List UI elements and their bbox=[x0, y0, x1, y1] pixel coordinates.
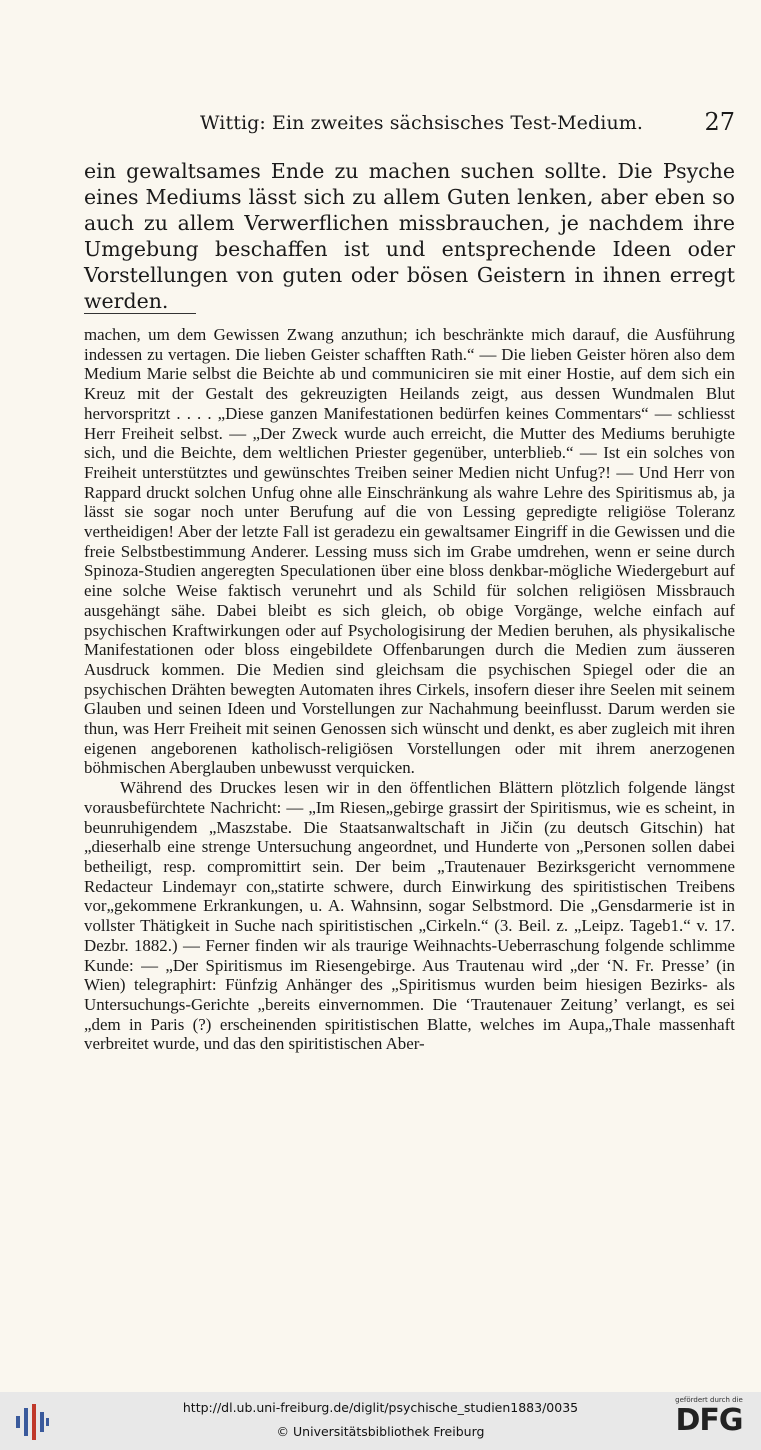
running-title: Wittig: Ein zweites sächsisches Test-Medium. bbox=[200, 112, 644, 134]
page-number: 27 bbox=[704, 108, 735, 136]
page-header bbox=[80, 108, 735, 142]
funding-caption: gefördert durch die bbox=[675, 1396, 743, 1404]
footnote-paragraph-1: machen, um dem Gewissen Zwang anzuthun; ich beschränkte mich darauf, die Ausführung indessen zu vertagen. Die lieben Geister schafften Rath.“ — Die lieben Geister hören also dem Medium Marie selbst die Beichte ab und communiciren sie mit einer Hostie, auf dem sich ein Kreuz mit der Gestalt des gekreuzigten Heilands zeigt, aus dessen Wundmalen Blut hervorspritzt . . . . „Diese ganzen Manifestationen bedürfen keines Commentars“ — schliesst Herr Freiheit selbst. — „Der Zweck wurde auch erreicht, die Mutter des Mediums beruhigte sich, und die Beichte, dem weltlichen Priester gegenüber, unterblieb.“ — Ist ein solches von Freiheit unterstütztes und gewünschtes Treiben seiner Medien nicht Unfug?! — Und Herr von Rappard druckt solchen Unfug ohne alle Einschränkung als wahre Lehre des Spiritismus ab, ja lässt sie sogar noch unter Berufung auf die von Lessing gepredigte religiöse Toleranz vertheidigen! Aber der letzte Fall ist geradezu ein gewaltsamer Eingriff in die Gewissen und die freie Selbstbestimmung Anderer. Lessing muss sich im Grabe umdrehen, wenn er seine durch Spinoza-Studien angeregten Speculationen über eine bloss denkbar-mögliche Wiedergeburt auf eine solche Weise faktisch verunehrt und als Schild für solchen religiösen Missbrauch ausgehängt sähe. Dabei bleibt es sich gleich, ob obige Vorgänge, welche einfach auf psychischen Kraftwirkungen oder auf Psychologisirung der Medien beruhen, als physikalische Manifestationen oder bloss eingebildete Offenbarungen durch die Medien zum äusseren Ausdruck kommen. Die Medien sind gleichsam die psychischen Spiegel oder die an psychischen Drähten bewegten Automaten ihres Cirkels, insofern dieser ihre Seelen mit seinem Glauben und seinen Ideen und Vorstellungen zur Nachahmung beeinflusst. Darum werden sie thun, was Herr Freiheit mit seinen Genossen sich wünscht und denkt, es aber zugleich mit ihren eigenen angeborenen katholisch-religiösen Vorstellungen oder mit ihrem anerzogenen böhmischen Aberglauben unbewusst verquicken. bbox=[84, 325, 735, 778]
main-paragraph: ein gewaltsames Ende zu machen suchen sollte. Die Psyche eines Mediums lässt sich zu allem Guten lenken, aber eben so auch zu allem Verwerflichen missbrauchen, je nachdem ihre Umgebung beschaffen ist und entsprechende Ideen oder Vorstellungen von guten oder bösen Geistern in ihnen erregt werden. bbox=[84, 159, 735, 313]
dfg-logo: DFG bbox=[675, 1403, 743, 1438]
main-text-block bbox=[84, 158, 735, 314]
viewer-footer bbox=[0, 1392, 761, 1450]
funding-badge bbox=[667, 1396, 751, 1448]
footnote-separator bbox=[84, 313, 196, 314]
copyright-notice: © Universitätsbibliothek Freiburg bbox=[276, 1424, 485, 1439]
footnote-block bbox=[84, 325, 735, 1054]
source-url[interactable]: http://dl.ub.uni-freiburg.de/diglit/psychische_studien1883/0035 bbox=[182, 1400, 579, 1415]
footnote-paragraph-2: Während des Druckes lesen wir in den öffentlichen Blättern plötzlich folgende längst vorausbefürchtete Nachricht: — „Im Riesen„gebirge grassirt der Spiritismus, wie es scheint, in beunruhigendem „Maszstabe. Die Staatsanwaltschaft in Jičin (zu deutsch Gitschin) hat „dieserhalb eine strenge Untersuchung angeordnet, und Hunderte von „Personen sollen dabei betheiligt, resp. compromittirt sein. Der beim „Trautenauer Bezirksgericht vernommene Redacteur Lindemayr con„statirte schwere, durch Einwirkung des spiritistischen Treibens vor„gekommene Erkrankungen, u. A. Wahnsinn, sogar Selbstmord. Die „Gensdarmerie ist in vollster Thätigkeit in Suche nach spiritistischen „Cirkeln.“ (3. Beil. z. „Leipz. Tageb1.“ v. 17. Dezbr. 1882.) — Ferner finden wir als traurige Weihnachts-Ueberraschung folgende schlimme Kunde: — „Der Spiritismus im Riesengebirge. Aus Trautenau wird „der ‘N. Fr. Presse’ (in Wien) telegraphirt: Fünfzig Anhänger des „Spiritismus wurden beim hiesigen Bezirks- als Untersuchungs-Gerichte „bereits einvernommen. Die ‘Trautenauer Zeitung’ verlangt, es sei „dem in Paris (?) erscheinenden spiritistischen Blatte, welches im Aupa„Thale massenhaft verbreitet wurde, und das den spiritistischen Aber- bbox=[84, 778, 735, 1054]
